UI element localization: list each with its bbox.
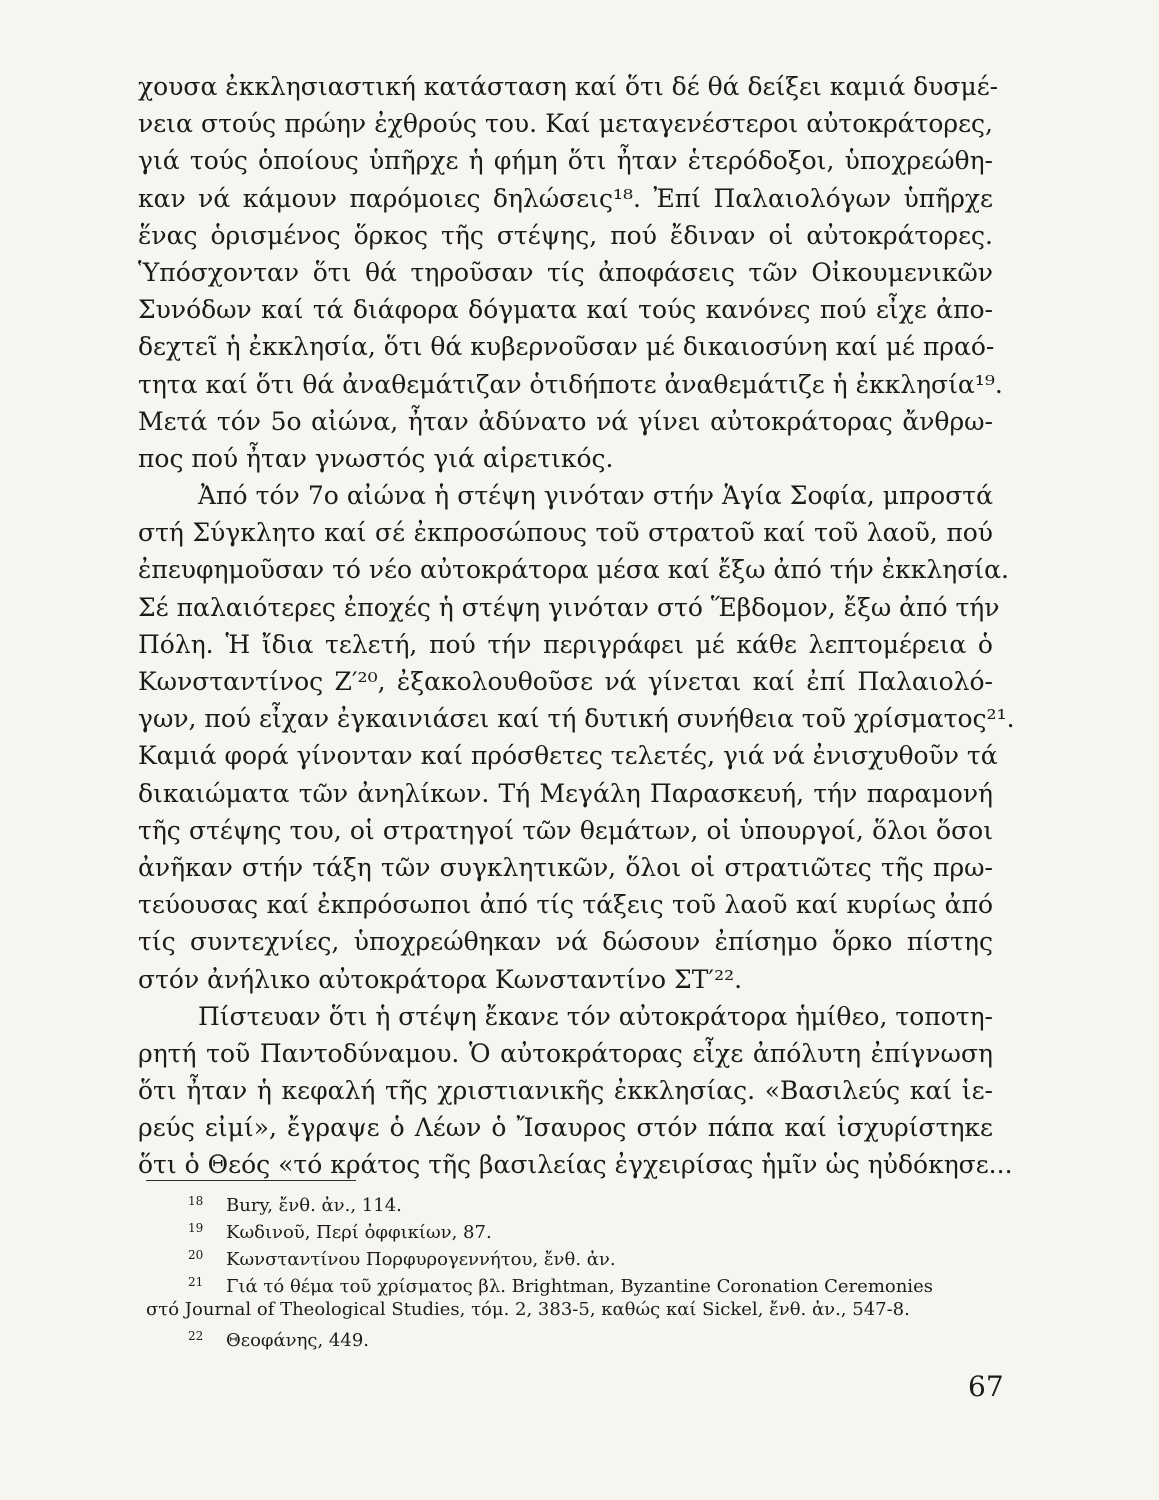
text-line: τεύουσας καί ἐκπρόσωποι ἀπό τίς τάξεις τοῦ λαοῦ καί κυρίως ἀπό: [138, 890, 993, 920]
text-line: Πίστευαν ὅτι ἡ στέψη ἔκανε τόν αὐτοκράτορα ἡμίθεο, τοποτη-: [198, 1001, 993, 1031]
footnote: [146, 1269, 994, 1296]
text-line: ρητή τοῦ Παντοδύναμου. Ὁ αὐτοκράτορας εἶχε ἀπόλυτη ἐπίγνωση: [138, 1038, 993, 1068]
text-line: ὅτι ἦταν ἡ κεφαλή τῆς χριστιανικῆς ἐκκλησίας. «Βασιλεύς καί ἱε-: [138, 1076, 993, 1106]
footnote-number: 18: [188, 1194, 204, 1208]
text-line: στόν ἀνήλικο αὐτοκράτορα Κωνσταντίνο ΣΤ′²².: [138, 964, 743, 994]
text-line: ἕνας ὁρισμένος ὅρκος τῆς στέψης, πού ἔδιναν οἱ αὐτοκράτορες.: [138, 220, 993, 250]
footnote: [146, 1323, 994, 1350]
text-line: Καμιά φορά γίνονταν καί πρόσθετες τελετές, γιά νά ἐνισχυθοῦν τά: [138, 741, 998, 771]
text-line: Συνόδων καί τά διάφορα δόγματα καί τούς κανόνες πού εἶχε ἀπο-: [138, 295, 993, 325]
text-line: Κωνσταντίνος Ζ′²⁰, ἐξακολουθοῦσε νά γίνεται καί ἐπί Παλαιολό-: [138, 667, 993, 696]
footnote: [146, 1215, 994, 1242]
footnote-divider: [146, 1180, 356, 1181]
footnote-number: 19: [188, 1221, 204, 1235]
text-line: χουσα ἐκκλησιαστική κατάσταση καί ὅτι δέ θά δείξει καμιά δυσμέ-: [138, 72, 999, 101]
text-line: τητα καί ὅτι θά ἀναθεμάτιζαν ὁτιδήποτε ἀναθεμάτιζε ἡ ἐκκλησία¹⁹.: [138, 369, 1003, 399]
body-text: [138, 68, 1015, 1184]
text-line: τίς συντεχνίες, ὑποχρεώθηκαν νά δώσουν ἐπίσημο ὅρκο πίστης: [138, 927, 993, 957]
text-line: Σέ παλαιότερες ἐποχές ἡ στέψη γινόταν στό Ἕβδομον, ἔξω ἀπό τήν: [138, 592, 1000, 622]
text-line: Μετά τόν 5ο αἰώνα, ἦταν ἀδύνατο νά γίνει αὐτοκράτορας ἄνθρω-: [138, 406, 993, 436]
page-number: 67: [968, 1370, 1004, 1403]
footnote-text: στό Journal of Theological Studies, τόμ. 2, 383-5, καθώς καί Sickel, ἔνθ. ἀν., 547-8.: [146, 1299, 910, 1320]
text-line: ρεύς εἰμί», ἔγραψε ὁ Λέων ὁ Ἴσαυρος στόν πάπα καί ἰσχυρίστηκε: [138, 1113, 993, 1143]
text-line: στή Σύγκλητο καί σέ ἐκπροσώπους τοῦ στρατοῦ καί τοῦ λαοῦ, πού: [138, 518, 993, 548]
text-line: γων, πού εἶχαν ἐγκαινιάσει καί τή δυτική συνήθεια τοῦ χρίσματος²¹.: [138, 704, 1015, 734]
text-line: ἀνῆκαν στήν τάξη τῶν συγκλητικῶν, ὅλοι οἱ στρατιῶτες τῆς πρω-: [138, 852, 993, 882]
footnote: [146, 1242, 994, 1269]
text-line: ἐπευφημοῦσαν τό νέο αὐτοκράτορα μέσα καί ἔξω ἀπό τήν ἐκκλησία.: [138, 555, 1009, 585]
text-line: γιά τούς ὁποίους ὑπῆρχε ἡ φήμη ὅτι ἦταν ἑτερόδοξοι, ὑποχρεώθη-: [138, 146, 993, 176]
text-line: δικαιώματα τῶν ἀνηλίκων. Τή Μεγάλη Παρασκευή, τήν παραμονή: [138, 778, 993, 808]
footnote-number: 20: [188, 1248, 204, 1262]
text-line: δεχτεῖ ἡ ἐκκλησία, ὅτι θά κυβερνοῦσαν μέ δικαιοσύνη καί μέ πραό-: [138, 332, 995, 362]
text-line: πος πού ἦταν γνωστός γιά αἱρετικός.: [138, 443, 614, 473]
footnote: [146, 1188, 994, 1215]
text-line: Ἀπό τόν 7ο αἰώνα ἡ στέψη γινόταν στήν Ἁγία Σοφία, μπροστά: [198, 481, 993, 511]
footnote-text: Κωδινοῦ, Περί ὀφφικίων, 87.: [226, 1222, 492, 1243]
footnote-text: Θεοφάνης, 449.: [226, 1330, 370, 1351]
footnote-continuation: [146, 1296, 994, 1323]
footnote-text: Bury, ἔνθ. ἀν., 114.: [226, 1195, 402, 1216]
text-line: νεια στούς πρώην ἐχθρούς του. Καί μεταγενέστεροι αὐτοκράτορες,: [138, 109, 993, 139]
footnotes: [146, 1188, 994, 1350]
text-line: τῆς στέψης του, οἱ στρατηγοί τῶν θεμάτων, οἱ ὑπουργοί, ὅλοι ὅσοι: [138, 815, 993, 845]
footnote-number: 22: [188, 1329, 204, 1343]
text-line: Ὑπόσχονταν ὅτι θά τηροῦσαν τίς ἀποφάσεις τῶν Οἰκουμενικῶν: [138, 257, 993, 287]
footnote-number: 21: [188, 1275, 204, 1289]
text-line: Πόλη. Ἡ ἴδια τελετή, πού τήν περιγράφει μέ κάθε λεπτομέρεια ὁ: [138, 629, 993, 659]
footnote-text: Γιά τό θέμα τοῦ χρίσματος βλ. Brightman, Byzantine Coronation Ceremonies: [226, 1276, 933, 1297]
footnote-text: Κωνσταντίνου Πορφυρογεννήτου, ἔνθ. ἀν.: [226, 1249, 616, 1270]
text-line: καν νά κάμουν παρόμοιες δηλώσεις¹⁸. Ἐπί Παλαιολόγων ὑπῆρχε: [138, 183, 993, 213]
text-line: ὅτι ὁ Θεός «τό κράτος τῆς βασιλείας ἐγχειρίσας ἡμῖν ὡς ηὐδόκησε...: [138, 1150, 1013, 1180]
